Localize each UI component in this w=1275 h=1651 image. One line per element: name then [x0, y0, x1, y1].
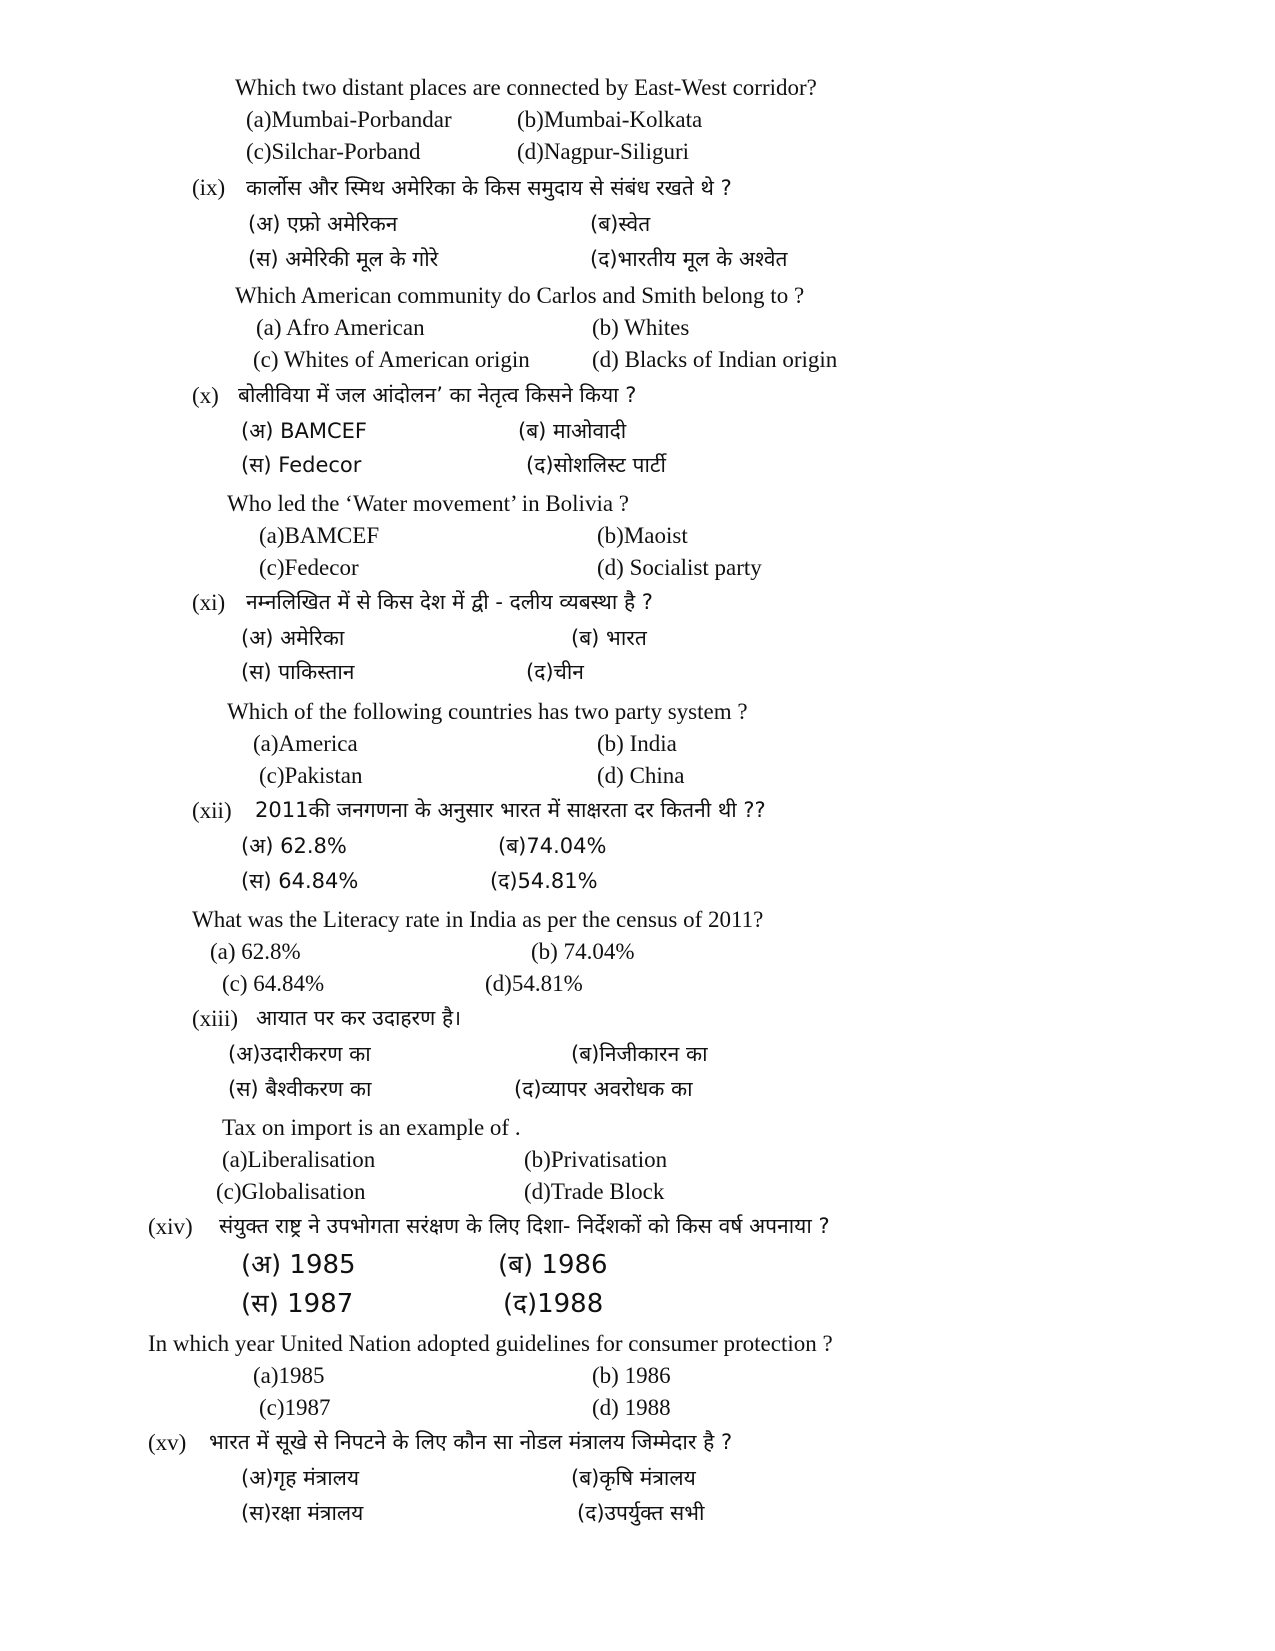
q12-hi-option-a: (अ) 62.8% [241, 834, 347, 858]
q15-hi-question: भारत में सूखे से निपटने के लिए कौन सा नोडल मंत्रालय जिम्मेदार है ? [209, 1430, 733, 1454]
q8-en-option-b: (b)Mumbai-Kolkata [517, 107, 703, 132]
q10-en-option-b: (b)Maoist [597, 523, 688, 548]
q13-hi-option-b: (ब)निजीकारन का [571, 1042, 708, 1066]
q12-en-option-a: (a) 62.8% [210, 939, 301, 964]
q9-hi-option-c: (स) अमेरिकी मूल के गोरे [248, 247, 439, 271]
q14-hi-option-b: (ब) 1986 [498, 1250, 608, 1280]
q10-hi-question: बोलीविया में जल आंदोलन’ का नेतृत्व किसने किया ? [238, 383, 637, 407]
q14-en-option-b: (b) 1986 [592, 1363, 671, 1388]
q10-en-option-a: (a)BAMCEF [259, 523, 380, 548]
q9-hi-option-b: (ब)स्वेत [590, 212, 651, 236]
q14-hi-option-c: (स) 1987 [241, 1289, 354, 1319]
q14-hi-question: संयुक्त राष्ट्र ने उपभोगता सरंक्षण के लिए दिशा- निर्देशकों को किस वर्ष अपनाया ? [219, 1214, 830, 1238]
q14-en-option-c: (c)1987 [259, 1395, 331, 1420]
q12-hi-option-d: (द)54.81% [490, 869, 598, 893]
q11-en-option-d: (d) China [597, 763, 685, 788]
q13-en-option-c: (c)Globalisation [216, 1179, 366, 1204]
q9-number: (ix) [192, 175, 226, 200]
q8-en-option-c: (c)Silchar-Porband [246, 139, 421, 164]
q10-en-question: Who led the ‘Water movement’ in Bolivia ? [227, 491, 630, 516]
q13-en-option-d: (d)Trade Block [524, 1179, 665, 1204]
q12-hi-option-c: (स) 64.84% [241, 869, 359, 893]
q14-en-option-a: (a)1985 [253, 1363, 325, 1388]
q9-en-option-b: (b) Whites [592, 315, 690, 340]
q13-hi-option-c: (स) बैश्वीकरण का [228, 1077, 372, 1101]
q9-en-option-d: (d) Blacks of Indian origin [592, 347, 838, 372]
q14-hi-option-a: (अ) 1985 [241, 1250, 356, 1280]
q10-hi-option-d: (द)सोशलिस्ट पार्टी [526, 453, 666, 477]
q12-hi-option-b: (ब)74.04% [498, 834, 607, 858]
q13-hi-option-a: (अ)उदारीकरण का [228, 1042, 371, 1066]
q13-hi-question: आयात पर कर उदाहरण है। [256, 1006, 462, 1030]
q10-hi-option-a: (अ) BAMCEF [241, 419, 368, 443]
q12-en-option-b: (b) 74.04% [531, 939, 635, 964]
q12-en-option-d: (d)54.81% [485, 971, 583, 996]
q11-number: (xi) [192, 590, 226, 615]
q9-en-option-c: (c) Whites of American origin [253, 347, 530, 372]
q11-hi-question: नम्नलिखित में से किस देश में द्वी - दलीय व्यबस्था है ? [246, 590, 653, 614]
q9-hi-question: कार्लोस और स्मिथ अमेरिका के किस समुदाय से संबंध रखते थे ? [246, 176, 732, 200]
q13-en-question: Tax on import is an example of . [222, 1115, 521, 1140]
q13-hi-option-d: (द)व्यापर अवरोधक का [514, 1077, 693, 1101]
q10-number: (x) [192, 383, 219, 408]
q8-en-option-a: (a)Mumbai-Porbandar [246, 107, 452, 132]
q13-en-option-b: (b)Privatisation [524, 1147, 668, 1172]
q14-en-question: In which year United Nation adopted guidelines for consumer protection ? [148, 1331, 833, 1356]
q11-hi-option-d: (द)चीन [526, 660, 584, 684]
q13-number: (xiii) [192, 1006, 238, 1031]
q14-number: (xiv) [148, 1214, 193, 1239]
q15-hi-option-b: (ब)कृषि मंत्रालय [571, 1466, 696, 1490]
q12-number: (xii) [192, 798, 232, 823]
q9-hi-option-d: (द)भारतीय मूल के अश्वेत [590, 247, 788, 271]
q12-hi-question: 2011की जनगणना के अनुसार भारत में साक्षरता दर कितनी थी ?? [255, 798, 766, 822]
q10-hi-option-c: (स) Fedecor [241, 453, 362, 477]
q10-en-option-d: (d) Socialist party [597, 555, 762, 580]
q15-number: (xv) [148, 1430, 187, 1455]
q8-en-option-d: (d)Nagpur-Siliguri [517, 139, 690, 164]
q10-hi-option-b: (ब) माओवादी [518, 419, 627, 443]
q15-hi-option-c: (स)रक्षा मंत्रालय [241, 1501, 364, 1525]
q8-en-question: Which two distant places are connected by East-West corridor? [235, 75, 817, 100]
q11-en-option-c: (c)Pakistan [259, 763, 363, 788]
q14-en-option-d: (d) 1988 [592, 1395, 671, 1420]
q11-en-option-a: (a)America [253, 731, 358, 756]
q11-hi-option-a: (अ) अमेरिका [241, 626, 345, 650]
q12-en-question: What was the Literacy rate in India as per the census of 2011? [192, 907, 764, 932]
q11-en-option-b: (b) India [597, 731, 677, 756]
q11-hi-option-c: (स) पाकिस्तान [241, 660, 355, 684]
q13-en-option-a: (a)Liberalisation [222, 1147, 376, 1172]
q15-hi-option-a: (अ)गृह मंत्रालय [241, 1466, 360, 1490]
q12-en-option-c: (c) 64.84% [222, 971, 325, 996]
q9-en-option-a: (a) Afro American [256, 315, 425, 340]
q14-hi-option-d: (द)1988 [503, 1289, 604, 1319]
q11-en-question: Which of the following countries has two party system ? [227, 699, 748, 724]
q10-en-option-c: (c)Fedecor [259, 555, 359, 580]
q9-en-question: Which American community do Carlos and Smith belong to ? [235, 283, 805, 308]
q11-hi-option-b: (ब) भारत [571, 626, 647, 650]
q9-hi-option-a: (अ) एफ्रो अमेरिकन [248, 212, 398, 236]
q15-hi-option-d: (द)उपर्युक्त सभी [577, 1501, 705, 1525]
